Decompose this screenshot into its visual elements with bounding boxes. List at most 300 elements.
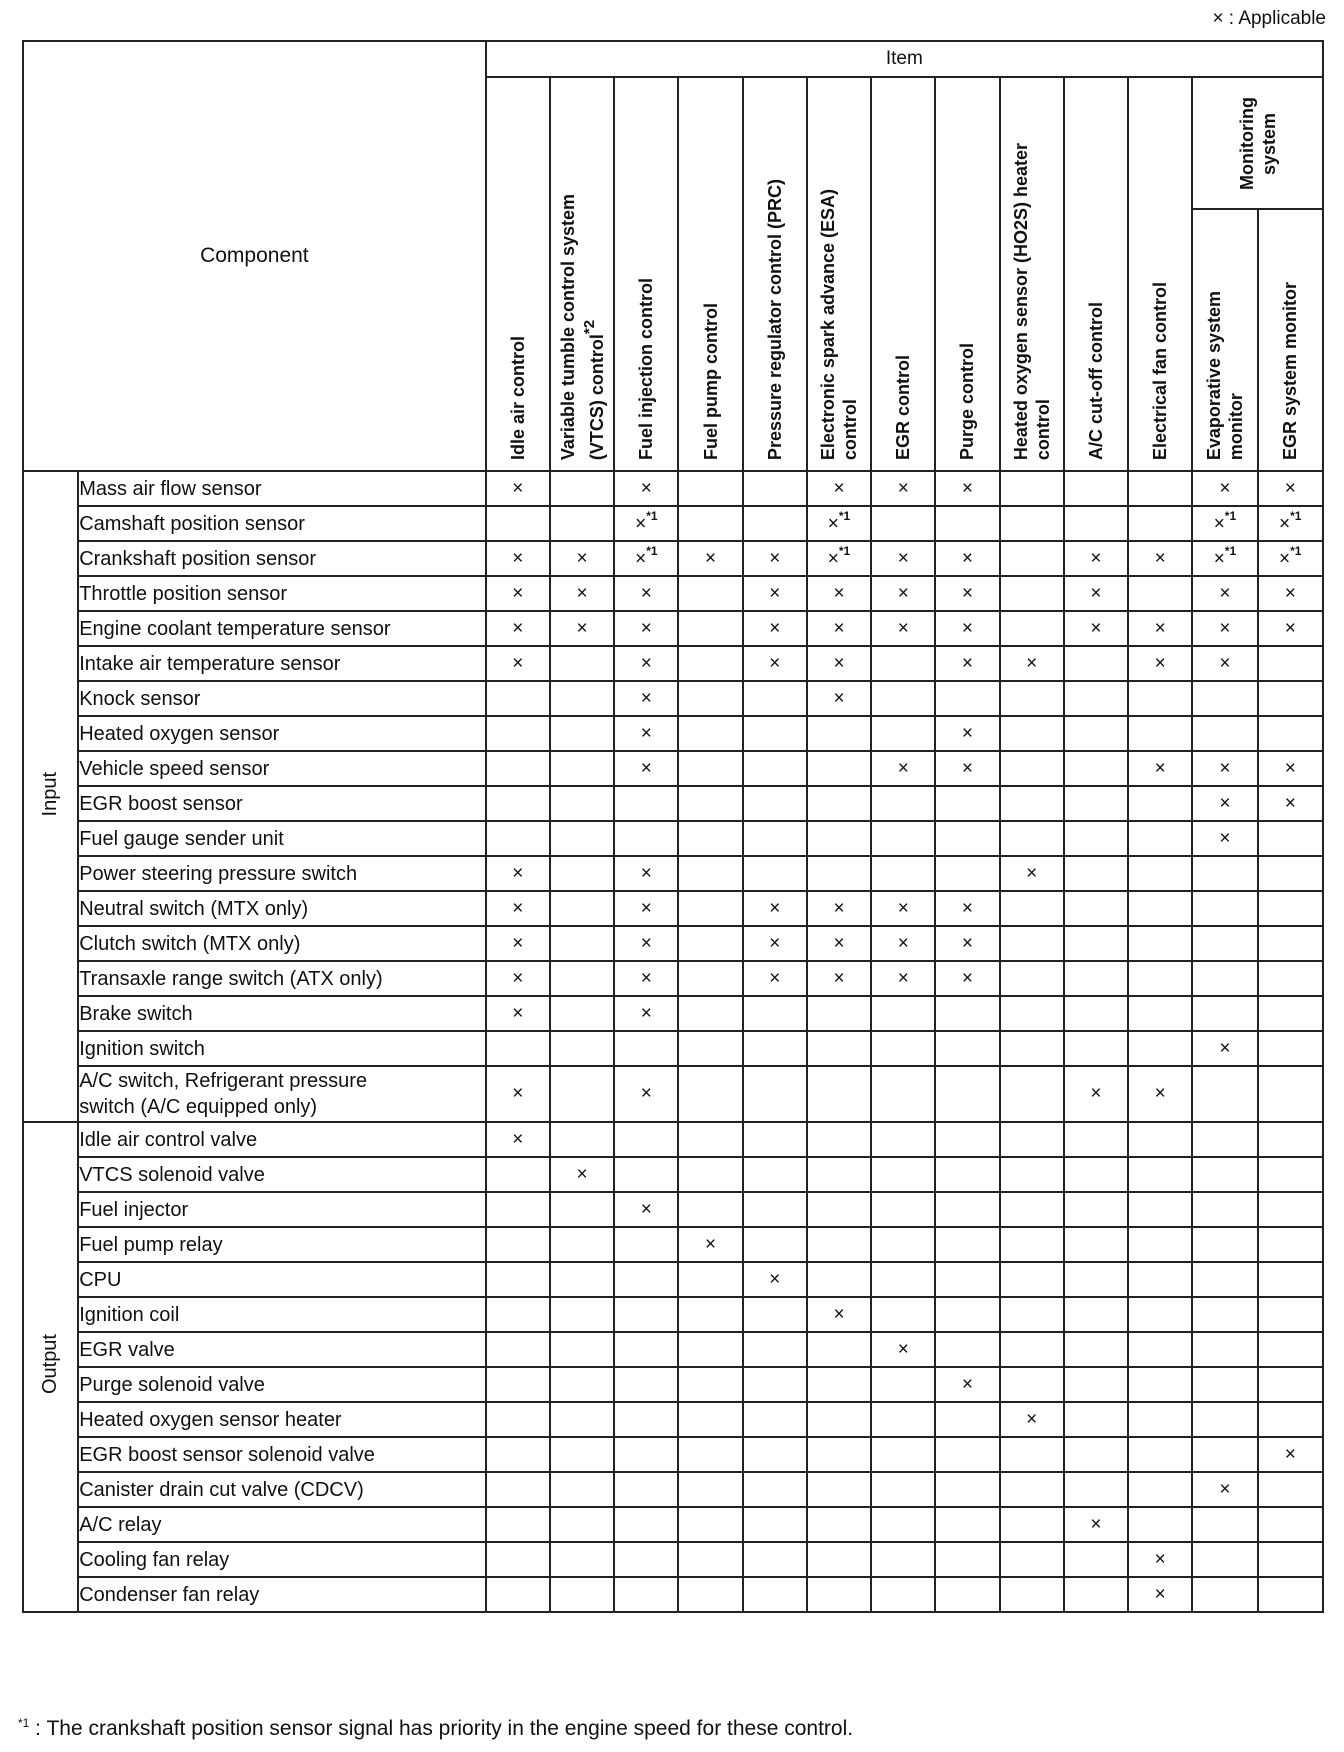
applicable-cell <box>1192 1227 1257 1262</box>
table-row <box>23 1437 1323 1472</box>
applicable-cell <box>743 821 807 856</box>
applicable-cell: × <box>486 611 550 646</box>
applicable-cell: × <box>486 926 550 961</box>
component-name: Crankshaft position sensor <box>78 541 486 576</box>
applicable-cell <box>1258 1227 1323 1262</box>
applicable-cell <box>1064 1437 1128 1472</box>
footnote-mark: *1 <box>18 1716 30 1730</box>
applicable-cell <box>486 821 550 856</box>
column-header-label: Idle air control <box>507 335 528 460</box>
applicable-cell <box>871 1157 935 1192</box>
applicable-cell: × <box>743 611 807 646</box>
applicable-cell <box>1192 1157 1257 1192</box>
applicable-cell <box>1258 821 1323 856</box>
applicable-cell <box>1128 1262 1192 1297</box>
applicable-cell: × <box>1064 611 1128 646</box>
applicable-cell <box>1128 1192 1192 1227</box>
applicable-cell <box>614 1031 678 1066</box>
applicable-cell <box>743 751 807 786</box>
footnote-marker: *1 <box>1224 544 1237 559</box>
applicable-cell: × <box>871 541 935 576</box>
applicable-cell <box>678 1031 742 1066</box>
applicable-cell: × <box>871 751 935 786</box>
applicable-cell <box>1064 1367 1128 1402</box>
applicable-cell: × <box>1128 541 1192 576</box>
applicable-cell: ×$^{*1}$ <box>807 506 871 541</box>
applicable-cell: × <box>935 611 999 646</box>
applicable-cell <box>614 1262 678 1297</box>
applicable-cell <box>1258 1192 1323 1227</box>
applicable-cell <box>550 1402 614 1437</box>
applicable-cell: × <box>486 961 550 996</box>
applicable-cell: × <box>807 576 871 611</box>
applicable-cell <box>1000 1437 1064 1472</box>
component-name: A/C relay <box>78 1507 486 1542</box>
applicable-cell <box>743 856 807 891</box>
column-header-label: Electronic spark advance (ESA) control <box>818 188 860 460</box>
applicable-cell <box>1064 471 1128 506</box>
component-name: Power steering pressure switch <box>78 856 486 891</box>
applicable-cell <box>678 961 742 996</box>
applicable-cell <box>614 821 678 856</box>
applicable-cell <box>1000 681 1064 716</box>
table-row <box>23 1367 1323 1402</box>
applicable-cell <box>871 1192 935 1227</box>
component-name: Ignition coil <box>78 1297 486 1332</box>
applicable-cell <box>807 1367 871 1402</box>
applicable-cell <box>743 1402 807 1437</box>
applicable-cell: ×$^{*1}$ <box>1258 541 1323 576</box>
applicable-cell <box>486 506 550 541</box>
applicable-cell <box>1128 506 1192 541</box>
applicable-cell: × <box>1064 576 1128 611</box>
applicable-cell <box>935 681 999 716</box>
applicable-cell <box>550 1066 614 1122</box>
applicable-cell <box>935 786 999 821</box>
applicable-cell <box>1128 856 1192 891</box>
component-name: Intake air temperature sensor <box>78 646 486 681</box>
applicable-cell <box>1128 681 1192 716</box>
applicable-cell <box>1258 891 1323 926</box>
applicable-cell: × <box>1064 541 1128 576</box>
applicable-cell <box>1000 541 1064 576</box>
applicable-cell <box>1064 961 1128 996</box>
applicable-cell <box>1192 1542 1257 1577</box>
applicable-cell <box>1000 576 1064 611</box>
applicable-cell: × <box>935 891 999 926</box>
footnote-marker: *1 <box>1224 509 1237 524</box>
component-item-table <box>22 40 1324 1613</box>
applicable-cell <box>1128 576 1192 611</box>
applicable-cell <box>1258 1367 1323 1402</box>
applicable-cell <box>743 1122 807 1157</box>
applicable-cell <box>743 996 807 1031</box>
applicable-cell: × <box>807 1297 871 1332</box>
applicable-cell <box>550 1262 614 1297</box>
applicable-cell <box>678 1402 742 1437</box>
applicable-cell <box>1128 1507 1192 1542</box>
applicable-cell: × <box>486 646 550 681</box>
applicable-cell <box>678 1122 742 1157</box>
applicable-cell <box>550 1507 614 1542</box>
applicable-cell: × <box>1128 646 1192 681</box>
applicable-cell: × <box>486 856 550 891</box>
applicable-cell: × <box>614 646 678 681</box>
applicable-cell <box>1064 681 1128 716</box>
applicable-cell <box>550 1332 614 1367</box>
applicable-cell <box>678 786 742 821</box>
applicable-cell: × <box>1000 1402 1064 1437</box>
applicable-cell: × <box>871 961 935 996</box>
applicable-cell: × <box>1192 576 1257 611</box>
applicable-cell <box>1258 961 1323 996</box>
applicable-cell <box>550 996 614 1031</box>
section-label-cell <box>23 1122 78 1612</box>
applicable-cell: × <box>486 996 550 1031</box>
applicable-cell <box>1064 716 1128 751</box>
component-name: Fuel pump relay <box>78 1227 486 1262</box>
applicable-cell <box>1000 1507 1064 1542</box>
applicable-cell <box>807 1507 871 1542</box>
applicable-cell <box>486 1367 550 1402</box>
applicable-cell <box>807 1122 871 1157</box>
applicable-cell <box>678 1472 742 1507</box>
applicable-cell <box>743 1297 807 1332</box>
applicable-cell <box>1064 1332 1128 1367</box>
component-header: Component <box>23 41 486 471</box>
applicable-cell <box>1000 1332 1064 1367</box>
footnote-marker: *1 <box>646 544 658 559</box>
applicable-cell <box>486 1332 550 1367</box>
applicable-cell <box>550 681 614 716</box>
applicable-cell <box>935 1402 999 1437</box>
applicable-cell <box>871 1542 935 1577</box>
applicable-cell <box>678 856 742 891</box>
column-header-label: Electrical fan control <box>1150 281 1171 460</box>
applicable-cell <box>1064 1262 1128 1297</box>
applicable-cell: × <box>1192 1031 1257 1066</box>
applicable-cell <box>1000 1066 1064 1122</box>
applicable-cell <box>678 1332 742 1367</box>
applicable-cell <box>678 471 742 506</box>
applicable-cell: × <box>486 541 550 576</box>
component-name: VTCS solenoid valve <box>78 1157 486 1192</box>
applicable-cell: × <box>1192 646 1257 681</box>
applicable-cell: × <box>614 716 678 751</box>
applicable-cell <box>486 1227 550 1262</box>
applicable-cell <box>935 1332 999 1367</box>
component-name: Knock sensor <box>78 681 486 716</box>
applicable-cell <box>871 1472 935 1507</box>
applicable-cell <box>678 1367 742 1402</box>
column-header <box>1128 77 1192 471</box>
applicable-cell <box>486 1472 550 1507</box>
applicable-cell <box>550 1472 614 1507</box>
applicable-cell: × <box>935 541 999 576</box>
applicable-cell <box>807 1402 871 1437</box>
applicable-cell: × <box>871 1332 935 1367</box>
applicable-cell <box>743 786 807 821</box>
applicable-cell <box>743 681 807 716</box>
section-label-cell <box>23 471 78 1122</box>
applicable-cell <box>1128 1227 1192 1262</box>
table-row <box>23 1066 1323 1122</box>
applicable-cell <box>743 1227 807 1262</box>
applicable-cell <box>1064 751 1128 786</box>
applicable-cell <box>743 1192 807 1227</box>
applicable-cell <box>550 1542 614 1577</box>
applicable-cell: × <box>807 646 871 681</box>
applicable-cell <box>1128 926 1192 961</box>
column-header <box>550 77 614 471</box>
applicable-cell <box>1258 1402 1323 1437</box>
applicable-cell <box>935 1437 999 1472</box>
applicable-cell <box>935 1262 999 1297</box>
applicable-cell <box>935 996 999 1031</box>
applicable-cell <box>1000 1297 1064 1332</box>
applicable-cell: × <box>935 716 999 751</box>
component-name: EGR valve <box>78 1332 486 1367</box>
applicable-cell: × <box>935 646 999 681</box>
component-name: Fuel gauge sender unit <box>78 821 486 856</box>
applicable-cell <box>614 1437 678 1472</box>
applicable-cell <box>486 1157 550 1192</box>
applicable-cell: × <box>807 471 871 506</box>
footnote-text: : The crankshaft position sensor signal has priority in the engine speed for these control. <box>29 1717 854 1740</box>
applicable-cell <box>614 1577 678 1612</box>
applicable-cell <box>1000 1472 1064 1507</box>
applicable-cell <box>1064 1122 1128 1157</box>
applicable-cell: × <box>1258 751 1323 786</box>
applicable-cell <box>1258 1066 1323 1122</box>
applicable-cell: × <box>614 751 678 786</box>
applicable-cell: × <box>743 576 807 611</box>
applicable-cell: × <box>614 1192 678 1227</box>
applicable-cell <box>1192 891 1257 926</box>
applicable-cell <box>1258 1577 1323 1612</box>
applicable-cell <box>743 506 807 541</box>
applicable-cell: ×$^{*1}$ <box>1192 541 1257 576</box>
column-header <box>486 77 550 471</box>
column-header-label: Variable tumble control system (VTCS) control$^{*2}$ <box>557 193 607 460</box>
applicable-cell <box>1192 1297 1257 1332</box>
applicable-cell <box>550 856 614 891</box>
applicable-cell <box>807 1332 871 1367</box>
applicable-cell <box>807 716 871 751</box>
applicable-cell <box>614 1122 678 1157</box>
applicable-cell <box>550 891 614 926</box>
applicable-cell <box>743 1066 807 1122</box>
applicable-cell <box>550 1367 614 1402</box>
applicable-cell: × <box>1192 471 1257 506</box>
applicable-cell <box>871 821 935 856</box>
column-header-label: Purge control <box>957 342 978 460</box>
applicable-cell <box>807 856 871 891</box>
applicable-cell <box>1192 856 1257 891</box>
applicable-cell: × <box>743 926 807 961</box>
applicable-cell: × <box>1192 786 1257 821</box>
applicable-cell <box>1258 1262 1323 1297</box>
applicable-cell <box>1000 1542 1064 1577</box>
applicable-cell <box>1000 1367 1064 1402</box>
applicable-cell <box>1064 1157 1128 1192</box>
component-name: Idle air control valve <box>78 1122 486 1157</box>
applicable-cell: × <box>1128 1542 1192 1577</box>
applicable-cell <box>678 926 742 961</box>
applicable-cell <box>1064 1297 1128 1332</box>
column-header-label: EGR system monitor <box>1280 281 1301 460</box>
applicable-cell <box>1258 1507 1323 1542</box>
component-name: Neutral switch (MTX only) <box>78 891 486 926</box>
applicable-cell <box>1258 681 1323 716</box>
applicable-cell <box>807 1192 871 1227</box>
table-row <box>23 1507 1323 1542</box>
applicable-cell <box>1064 786 1128 821</box>
applicable-cell <box>614 1472 678 1507</box>
applicable-cell <box>807 1577 871 1612</box>
column-header <box>1064 77 1128 471</box>
applicable-cell <box>486 1402 550 1437</box>
applicable-cell <box>1064 996 1128 1031</box>
table-row <box>23 996 1323 1031</box>
applicable-cell: × <box>1258 611 1323 646</box>
applicable-cell: × <box>935 1367 999 1402</box>
table-row <box>23 611 1323 646</box>
column-header <box>807 77 871 471</box>
applicable-cell <box>1258 996 1323 1031</box>
component-name: Cooling fan relay <box>78 1542 486 1577</box>
applicable-cell <box>1000 751 1064 786</box>
footnote-marker: *1 <box>646 509 658 524</box>
applicable-cell: × <box>614 961 678 996</box>
applicable-cell: × <box>743 1262 807 1297</box>
applicable-cell: × <box>743 646 807 681</box>
applicable-cell <box>1000 1031 1064 1066</box>
applicable-cell <box>1192 1577 1257 1612</box>
table-row <box>23 716 1323 751</box>
applicable-cell <box>1128 1297 1192 1332</box>
applicable-cell <box>871 1031 935 1066</box>
applicable-cell <box>550 751 614 786</box>
component-name: Clutch switch (MTX only) <box>78 926 486 961</box>
table-row <box>23 646 1323 681</box>
applicable-cell: × <box>486 1122 550 1157</box>
applicable-cell: × <box>614 1066 678 1122</box>
applicable-cell <box>1192 1066 1257 1122</box>
table-row <box>23 1577 1323 1612</box>
applicable-cell <box>935 1227 999 1262</box>
applicable-cell <box>935 856 999 891</box>
applicable-cell <box>1258 856 1323 891</box>
applicable-cell: × <box>935 926 999 961</box>
component-name: Heated oxygen sensor <box>78 716 486 751</box>
applicable-cell <box>1258 716 1323 751</box>
monitoring-system-header <box>1192 77 1323 209</box>
applicable-cell <box>614 1542 678 1577</box>
applicable-cell <box>486 1437 550 1472</box>
applicable-cell <box>678 576 742 611</box>
applicable-cell <box>1000 716 1064 751</box>
column-header <box>1192 209 1257 471</box>
applicable-cell <box>1064 856 1128 891</box>
component-name: Ignition switch <box>78 1031 486 1066</box>
applicable-cell <box>1000 786 1064 821</box>
applicable-cell <box>550 646 614 681</box>
applicable-cell: × <box>871 891 935 926</box>
table-row <box>23 541 1323 576</box>
applicable-cell <box>1128 1332 1192 1367</box>
applicable-cell: × <box>550 576 614 611</box>
applicable-cell: × <box>486 1066 550 1122</box>
applicable-cell: × <box>1258 1437 1323 1472</box>
component-name: Purge solenoid valve <box>78 1367 486 1402</box>
applicable-cell <box>1258 1157 1323 1192</box>
applicable-cell <box>1258 1122 1323 1157</box>
applicable-cell <box>1128 996 1192 1031</box>
applicable-cell <box>935 1192 999 1227</box>
table-row <box>23 1472 1323 1507</box>
applicable-cell <box>743 1507 807 1542</box>
applicable-cell <box>1000 1122 1064 1157</box>
applicable-cell <box>1128 1367 1192 1402</box>
applicable-cell <box>807 786 871 821</box>
applicable-cell <box>807 751 871 786</box>
applicable-cell <box>614 1367 678 1402</box>
applicable-cell: ×$^{*1}$ <box>1258 506 1323 541</box>
applicable-cell <box>678 681 742 716</box>
item-header: Item <box>486 41 1323 77</box>
applicable-cell <box>871 1367 935 1402</box>
applicable-cell <box>871 786 935 821</box>
component-name: Heated oxygen sensor heater <box>78 1402 486 1437</box>
footnote-marker: *1 <box>838 544 851 559</box>
component-name: Mass air flow sensor <box>78 471 486 506</box>
applicable-cell <box>935 1507 999 1542</box>
applicable-cell: × <box>614 576 678 611</box>
applicable-cell: × <box>1192 821 1257 856</box>
applicable-cell <box>678 996 742 1031</box>
table-row <box>23 1542 1323 1577</box>
applicable-cell <box>1064 1542 1128 1577</box>
applicable-cell <box>1128 961 1192 996</box>
applicable-cell <box>743 1472 807 1507</box>
applicable-cell: × <box>1192 1472 1257 1507</box>
applicable-cell <box>1064 926 1128 961</box>
applicable-cell <box>743 1577 807 1612</box>
table-row <box>23 961 1323 996</box>
applicable-cell <box>871 1227 935 1262</box>
applicable-cell <box>486 1577 550 1612</box>
applicable-cell <box>1064 891 1128 926</box>
applicable-cell <box>871 506 935 541</box>
applicable-cell <box>1258 1297 1323 1332</box>
applicable-cell <box>1128 716 1192 751</box>
column-header-label: Fuel injection control <box>636 277 657 460</box>
table-row <box>23 1297 1323 1332</box>
applicable-cell <box>1192 1437 1257 1472</box>
applicable-cell <box>1192 1402 1257 1437</box>
applicable-cell: × <box>1128 751 1192 786</box>
applicable-cell <box>678 506 742 541</box>
applicable-cell <box>1192 681 1257 716</box>
applicable-cell: × <box>871 926 935 961</box>
applicable-cell: × <box>743 891 807 926</box>
applicable-cell: × <box>1064 1507 1128 1542</box>
applicable-cell: × <box>614 681 678 716</box>
applicable-cell: × <box>935 961 999 996</box>
applicable-cell: × <box>614 926 678 961</box>
applicable-cell <box>807 1542 871 1577</box>
